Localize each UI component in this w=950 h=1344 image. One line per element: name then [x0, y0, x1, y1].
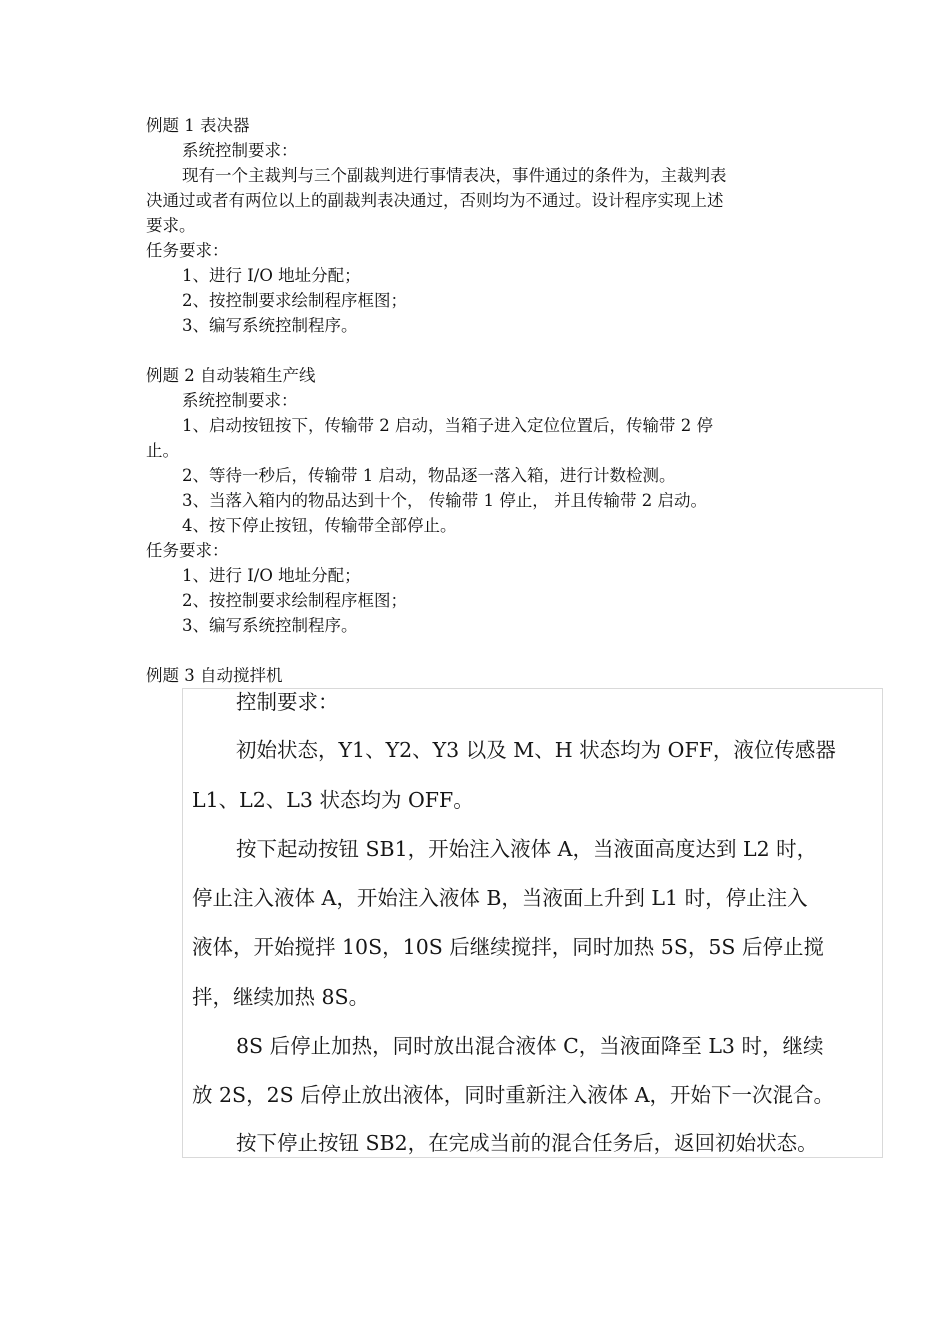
- example1-task-item: 2、按控制要求绘制程序框图；: [182, 291, 407, 310]
- example3-title: 例题 3 自动搅拌机: [146, 666, 283, 685]
- example1-title: 例题 1 表决器: [146, 116, 250, 135]
- box-line: 液体，开始搅拌 10S，10S 后继续搅拌，同时加热 5S，5S 后停止搅: [192, 935, 824, 959]
- example1-desc-line: 现有一个主裁判与三个副裁判进行事情表决，事件通过的条件为，主裁判表: [182, 166, 727, 185]
- example1-desc-line: 决通过或者有两位以上的副裁判表决通过，否则均为不通过。设计程序实现上述: [146, 191, 724, 210]
- example1-system-label: 系统控制要求：: [182, 141, 298, 160]
- example2-task-item: 3、编写系统控制程序。: [182, 616, 358, 635]
- box-heading: 控制要求：: [236, 690, 339, 714]
- box-line: 按下停止按钮 SB2，在完成当前的混合任务后，返回初始状态。: [236, 1131, 818, 1155]
- example2-req-line: 止。: [146, 441, 179, 460]
- box-line: 放 2S，2S 后停止放出液体，同时重新注入液体 A，开始下一次混合。: [192, 1083, 835, 1107]
- example2-task-item: 2、按控制要求绘制程序框图；: [182, 591, 407, 610]
- box-line: 初始状态，Y1、Y2、Y3 以及 M、H 状态均为 OFF，液位传感器: [236, 738, 836, 762]
- example2-req-line: 4、按下停止按钮，传输带全部停止。: [182, 516, 457, 535]
- box-line: 8S 后停止加热，同时放出混合液体 C，当液面降至 L3 时，继续: [236, 1034, 824, 1058]
- example1-task-label: 任务要求：: [146, 241, 229, 260]
- example2-title: 例题 2 自动装箱生产线: [146, 366, 316, 385]
- box-line: 按下起动按钮 SB1，开始注入液体 A，当液面高度达到 L2 时，: [236, 837, 818, 861]
- example2-req-line: 1、启动按钮按下，传输带 2 启动，当箱子进入定位位置后，传输带 2 停: [182, 416, 713, 435]
- box-line: 拌，继续加热 8S。: [192, 985, 370, 1009]
- example2-req-line: 2、等待一秒后，传输带 1 启动，物品逐一落入箱，进行计数检测。: [182, 466, 676, 485]
- example2-task-item: 1、进行 I/O 地址分配；: [182, 566, 361, 585]
- example2-system-label: 系统控制要求：: [182, 391, 298, 410]
- example2-task-label: 任务要求：: [146, 541, 229, 560]
- example1-task-item: 3、编写系统控制程序。: [182, 316, 358, 335]
- example2-req-line: 3、当落入箱内的物品达到十个， 传输带 1 停止， 并且传输带 2 启动。: [182, 491, 707, 510]
- example1-desc-line: 要求。: [146, 216, 196, 235]
- box-line: 停止注入液体 A，开始注入液体 B，当液面上升到 L1 时，停止注入: [192, 886, 808, 910]
- example1-task-item: 1、进行 I/O 地址分配；: [182, 266, 361, 285]
- box-line: L1、L2、L3 状态均为 OFF。: [192, 788, 474, 812]
